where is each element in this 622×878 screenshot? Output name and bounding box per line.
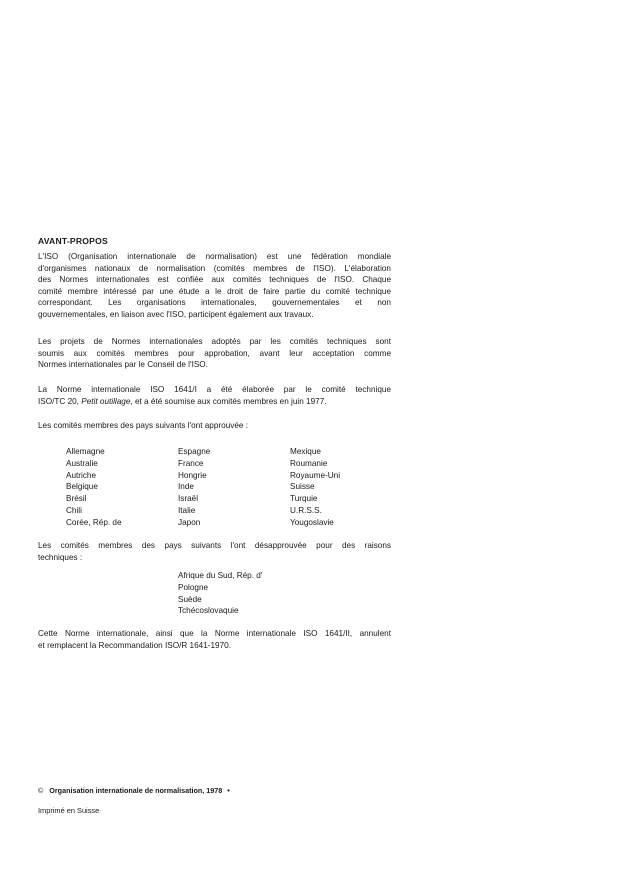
country-name: Afrique du Sud, Rép. d' <box>178 571 263 580</box>
paragraph-line: des Normes internationales est confiée aux comités techniques de l'ISO. Chaque <box>38 275 391 284</box>
paragraph-line: Cette Norme internationale, ainsi que la Norme internationale ISO 1641/II, annulent <box>38 629 391 638</box>
approval-process-paragraph <box>38 336 391 371</box>
country-name: Yougoslavie <box>290 517 334 527</box>
country-name: Australie <box>66 458 98 468</box>
standard-origin-paragraph <box>38 384 391 407</box>
printed-in-notice: Imprimé en Suisse <box>38 806 100 815</box>
country-name: Suède <box>178 594 202 604</box>
country-name: Chili <box>66 505 82 515</box>
foreword-heading: AVANT-PROPOS <box>38 236 108 246</box>
country-name: Japon <box>178 517 201 527</box>
country-name: Suisse <box>290 482 315 492</box>
paragraph-line: correspondant. Les organisations internationales, gouvernementales et non <box>38 298 391 307</box>
country-name: Hongrie <box>178 470 207 480</box>
paragraph-line: comité membre intéressé par une étude a le droit de faire partie du comité technique <box>38 286 391 296</box>
country-name: Autriche <box>66 470 97 480</box>
paragraph-line: Normes internationales par le Conseil de l'ISO. <box>38 360 208 369</box>
paragraph-line: Les projets de Normes internationales adoptés par les comités techniques sont <box>38 337 391 346</box>
copyright-notice <box>38 786 230 795</box>
country-name: Mexique <box>290 447 321 456</box>
paragraph-line: techniques : <box>38 552 83 562</box>
country-name: Roumanie <box>290 458 328 468</box>
countries-column <box>66 446 122 529</box>
submission-text: , et a été soumise aux comités membres en juin 1977. <box>130 396 327 406</box>
replacement-paragraph <box>38 628 391 651</box>
iso-description-paragraph <box>38 251 391 320</box>
country-name: Brésil <box>66 494 87 504</box>
paragraph-line: La Norme internationale ISO 1641/I a été élaborée par le comité technique <box>38 385 391 394</box>
country-name: Israël <box>178 494 199 504</box>
approval-intro-paragraph <box>38 420 391 432</box>
country-name: Tchécoslovaquie <box>178 606 239 616</box>
country-name: Inde <box>178 482 194 492</box>
countries-column <box>290 446 340 529</box>
paragraph-line <box>38 396 391 408</box>
country-name: Italie <box>178 505 196 515</box>
paragraph-line: L'ISO (Organisation internationale de normalisation) est une fédération mondiale <box>38 252 391 261</box>
country-name: Espagne <box>178 447 211 456</box>
countries-column <box>178 446 210 529</box>
bullet-icon: • <box>227 786 230 795</box>
copyright-icon: © <box>38 786 44 795</box>
country-name: Turquie <box>290 494 318 504</box>
paragraph-line: d'organismes nationaux de normalisation (comités membres de l'ISO). L'élaboration <box>38 263 391 273</box>
paragraph-line: et remplacent la Recommandation ISO/R 1641-1970. <box>38 640 231 650</box>
country-name: U.R.S.S. <box>290 505 322 515</box>
paragraph-line: gouvernementales, en liaison avec l'ISO, participent également aux travaux. <box>38 309 314 319</box>
committee-reference: ISO/TC 20, <box>38 396 82 406</box>
country-name: Allemagne <box>66 447 105 456</box>
paragraph-line: Les comités membres des pays suivants l'ont approuvée : <box>38 421 248 430</box>
country-name: France <box>178 458 204 468</box>
disapproving-countries-list <box>178 570 262 617</box>
country-name: Belgique <box>66 482 98 492</box>
disapproval-intro-paragraph <box>38 540 391 563</box>
paragraph-line: Les comités membres des pays suivants l'ont désapprouvée pour des raisons <box>38 541 391 550</box>
country-name: Corée, Rép. de <box>66 517 122 527</box>
committee-title: Petit outillage <box>81 396 131 406</box>
country-name: Pologne <box>178 582 209 592</box>
copyright-text: Organisation internationale de normalisation, 1978 <box>49 786 223 795</box>
country-name: Royaume-Uni <box>290 470 341 480</box>
paragraph-line: soumis aux comités membres pour approbation, avant leur acceptation comme <box>38 348 391 358</box>
